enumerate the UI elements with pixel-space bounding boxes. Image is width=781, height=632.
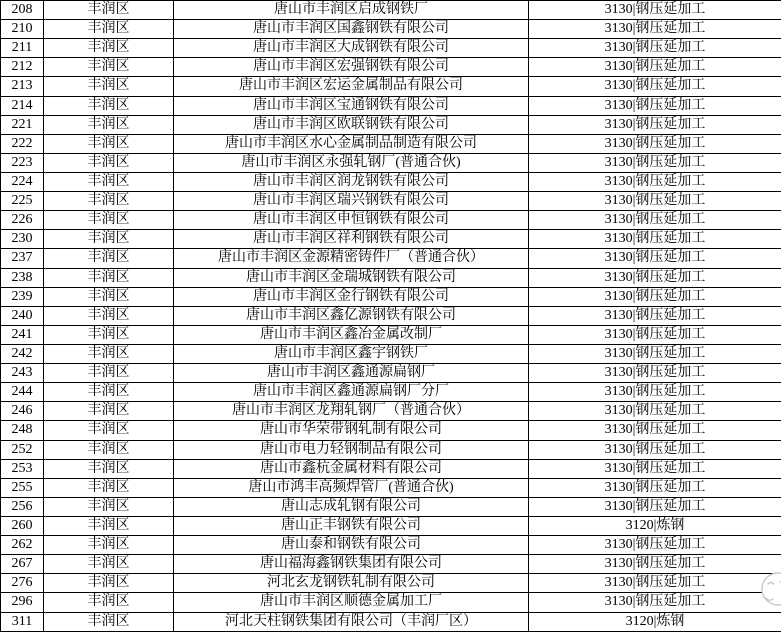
industry-cell: 3130|钢压延加工 [529,344,781,363]
industry-cell: 3130|钢压延加工 [529,211,781,230]
seq-cell: 260 [1,516,44,535]
table-row [1,574,781,593]
table-row [1,325,781,344]
district-cell: 丰润区 [44,58,174,77]
district-cell: 丰润区 [44,402,174,421]
industry-cell: 3130|钢压延加工 [529,478,781,497]
seq-cell: 296 [1,593,44,612]
seq-cell: 256 [1,497,44,516]
table-row [1,134,781,153]
company-cell: 唐山市丰润区启成钢铁厂 [174,1,529,20]
company-cell: 唐山泰和钢铁有限公司 [174,536,529,555]
company-cell: 唐山市丰润区金瑞城钢铁有限公司 [174,268,529,287]
district-cell: 丰润区 [44,421,174,440]
table-row [1,383,781,402]
seq-cell: 222 [1,134,44,153]
industry-cell: 3130|钢压延加工 [529,306,781,325]
district-cell: 丰润区 [44,364,174,383]
seq-cell: 225 [1,192,44,211]
industry-cell: 3130|钢压延加工 [529,536,781,555]
table-row [1,536,781,555]
industry-cell: 3120|炼钢 [529,516,781,535]
company-cell: 唐山市丰润区祥利钢铁有限公司 [174,230,529,249]
table-row [1,172,781,191]
table-body [1,1,781,632]
table-row [1,115,781,134]
seq-cell: 239 [1,287,44,306]
industry-cell: 3130|钢压延加工 [529,287,781,306]
table-row [1,153,781,172]
table-row [1,612,781,632]
company-cell: 河北天柱钢铁集团有限公司（丰润厂区） [174,612,529,632]
industry-cell: 3130|钢压延加工 [529,440,781,459]
table-row [1,287,781,306]
industry-cell: 3130|钢压延加工 [529,1,781,20]
table-row [1,402,781,421]
district-cell: 丰润区 [44,115,174,134]
industry-cell: 3130|钢压延加工 [529,555,781,574]
table-row [1,306,781,325]
district-cell: 丰润区 [44,20,174,39]
table-row [1,440,781,459]
industry-cell: 3130|钢压延加工 [529,268,781,287]
seq-cell: 311 [1,612,44,632]
district-cell: 丰润区 [44,287,174,306]
district-cell: 丰润区 [44,306,174,325]
table-row [1,211,781,230]
seq-cell: 253 [1,459,44,478]
company-cell: 唐山福海鑫钢铁集团有限公司 [174,555,529,574]
seq-cell: 221 [1,115,44,134]
industry-cell: 3130|钢压延加工 [529,497,781,516]
district-cell: 丰润区 [44,134,174,153]
seq-cell: 238 [1,268,44,287]
district-cell: 丰润区 [44,249,174,268]
seq-cell: 248 [1,421,44,440]
seq-cell: 230 [1,230,44,249]
seq-cell: 213 [1,77,44,96]
seq-cell: 240 [1,306,44,325]
district-cell: 丰润区 [44,497,174,516]
seq-cell: 226 [1,211,44,230]
company-cell: 唐山市鸿丰高频焊管厂(普通合伙) [174,478,529,497]
company-cell: 唐山市丰润区欧联钢铁有限公司 [174,115,529,134]
table-row [1,421,781,440]
table-row [1,20,781,39]
district-cell: 丰润区 [44,77,174,96]
industry-cell: 3120|炼钢 [529,612,781,632]
company-cell: 唐山市华荣带钢轧制有限公司 [174,421,529,440]
district-cell: 丰润区 [44,268,174,287]
district-cell: 丰润区 [44,555,174,574]
table-row [1,497,781,516]
district-cell: 丰润区 [44,325,174,344]
industry-cell: 3130|钢压延加工 [529,153,781,172]
company-cell: 唐山市丰润区大成钢铁有限公司 [174,39,529,58]
district-cell: 丰润区 [44,574,174,593]
table-row [1,459,781,478]
seq-cell: 237 [1,249,44,268]
industry-cell: 3130|钢压延加工 [529,574,781,593]
company-cell: 唐山市丰润区瑞兴钢铁有限公司 [174,192,529,211]
seq-cell: 210 [1,20,44,39]
district-cell: 丰润区 [44,230,174,249]
industry-cell: 3130|钢压延加工 [529,325,781,344]
industry-cell: 3130|钢压延加工 [529,459,781,478]
company-cell: 唐山市丰润区宏强钢铁有限公司 [174,58,529,77]
industry-cell: 3130|钢压延加工 [529,115,781,134]
table-row [1,39,781,58]
district-cell: 丰润区 [44,211,174,230]
seq-cell: 267 [1,555,44,574]
company-cell: 唐山市丰润区龙翔轧钢厂（普通合伙） [174,402,529,421]
industry-cell: 3130|钢压延加工 [529,230,781,249]
district-cell: 丰润区 [44,172,174,191]
company-cell: 唐山市丰润区鑫亿源钢铁有限公司 [174,306,529,325]
industry-cell: 3130|钢压延加工 [529,249,781,268]
industry-cell: 3130|钢压延加工 [529,172,781,191]
seq-cell: 244 [1,383,44,402]
industry-cell: 3130|钢压延加工 [529,192,781,211]
district-cell: 丰润区 [44,593,174,612]
district-cell: 丰润区 [44,1,174,20]
district-cell: 丰润区 [44,153,174,172]
table-row [1,230,781,249]
seq-cell: 255 [1,478,44,497]
seq-cell: 208 [1,1,44,20]
seq-cell: 214 [1,96,44,115]
company-cell: 唐山市丰润区申恒钢铁有限公司 [174,211,529,230]
industry-cell: 3130|钢压延加工 [529,58,781,77]
table-row [1,555,781,574]
company-cell: 唐山市丰润区国鑫钢铁有限公司 [174,20,529,39]
seq-cell: 241 [1,325,44,344]
seq-cell: 224 [1,172,44,191]
district-cell: 丰润区 [44,459,174,478]
company-cell: 唐山正丰钢铁有限公司 [174,516,529,535]
district-cell: 丰润区 [44,516,174,535]
industry-cell: 3130|钢压延加工 [529,39,781,58]
company-cell: 唐山市丰润区鑫宇钢铁厂 [174,344,529,363]
industry-cell: 3130|钢压延加工 [529,134,781,153]
table-row [1,516,781,535]
district-cell: 丰润区 [44,192,174,211]
district-cell: 丰润区 [44,612,174,632]
seq-cell: 276 [1,574,44,593]
district-cell: 丰润区 [44,383,174,402]
seq-cell: 262 [1,536,44,555]
company-cell: 唐山市丰润区金源精密铸件厂（普通合伙） [174,249,529,268]
district-cell: 丰润区 [44,96,174,115]
seq-cell: 242 [1,344,44,363]
seq-cell: 212 [1,58,44,77]
industry-cell: 3130|钢压延加工 [529,402,781,421]
company-cell: 唐山市丰润区永强轧钢厂(普通合伙) [174,153,529,172]
district-cell: 丰润区 [44,536,174,555]
district-cell: 丰润区 [44,39,174,58]
company-cell: 唐山市丰润区金行钢铁有限公司 [174,287,529,306]
table-row [1,593,781,612]
seq-cell: 252 [1,440,44,459]
company-cell: 唐山市丰润区顺德金属加工厂 [174,593,529,612]
district-cell: 丰润区 [44,344,174,363]
company-cell: 唐山市鑫杭金属材料有限公司 [174,459,529,478]
industry-cell: 3130|钢压延加工 [529,364,781,383]
seq-cell: 223 [1,153,44,172]
company-cell: 河北玄龙钢铁轧制有限公司 [174,574,529,593]
table-row [1,344,781,363]
table-row [1,58,781,77]
table-row [1,478,781,497]
table-row [1,77,781,96]
company-cell: 唐山市电力轻钢制品有限公司 [174,440,529,459]
company-cell: 唐山市丰润区润龙钢铁有限公司 [174,172,529,191]
seq-cell: 246 [1,402,44,421]
table-row [1,192,781,211]
industry-cell: 3130|钢压延加工 [529,96,781,115]
company-cell: 唐山市丰润区鑫冶金属改制厂 [174,325,529,344]
company-cell: 唐山市丰润区宏运金属制品有限公司 [174,77,529,96]
seq-cell: 243 [1,364,44,383]
table-row [1,96,781,115]
industry-cell: 3130|钢压延加工 [529,593,781,612]
table-row [1,249,781,268]
industry-cell: 3130|钢压延加工 [529,383,781,402]
district-cell: 丰润区 [44,440,174,459]
table-row [1,268,781,287]
industry-cell: 3130|钢压延加工 [529,20,781,39]
company-cell: 唐山志成轧钢有限公司 [174,497,529,516]
table-row [1,364,781,383]
company-cell: 唐山市丰润区宝通钢铁有限公司 [174,96,529,115]
industry-cell: 3130|钢压延加工 [529,421,781,440]
seq-cell: 211 [1,39,44,58]
company-cell: 唐山市丰润区鑫通源扁钢厂分厂 [174,383,529,402]
table-row [1,1,781,20]
company-cell: 唐山市丰润区鑫通源扁钢厂 [174,364,529,383]
industry-cell: 3130|钢压延加工 [529,77,781,96]
company-cell: 唐山市丰润区水心金属制品制造有限公司 [174,134,529,153]
district-cell: 丰润区 [44,478,174,497]
